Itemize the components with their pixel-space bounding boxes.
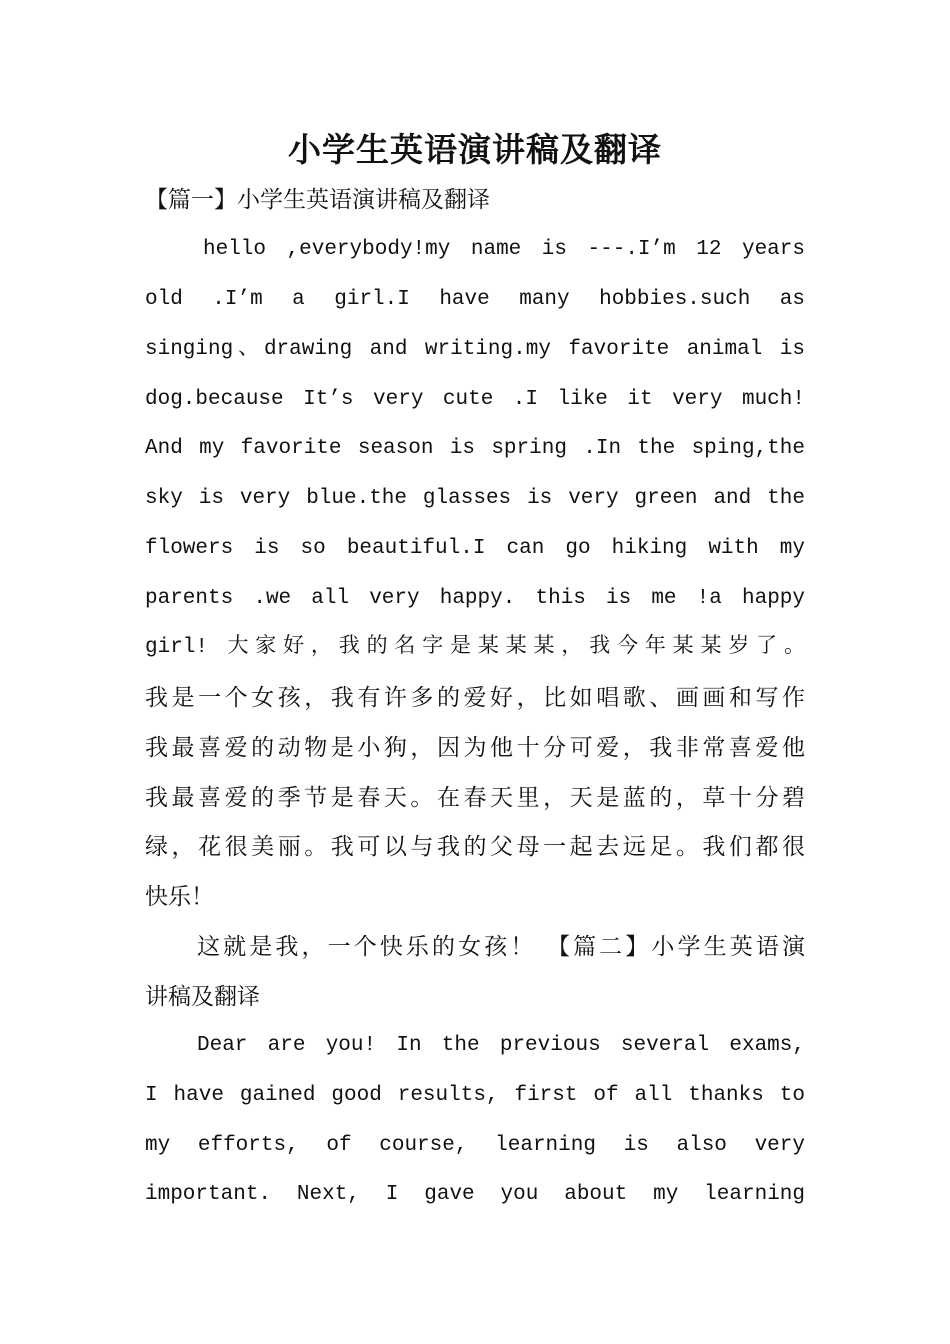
document-title: 小学生英语演讲稿及翻译: [288, 130, 662, 169]
text-line: 绿，花很美丽。我可以与我的父母一起去远足。我们都很: [145, 834, 805, 860]
text-line: sky is very blue.the glasses is very green and the: [145, 487, 805, 510]
text-line: 我最喜爱的季节是春天。在春天里，天是蓝的，草十分碧: [145, 785, 805, 811]
text-line: my efforts, of course, learning is also very: [145, 1134, 805, 1157]
text-line: parents .we all very happy. this is me !a happy: [145, 587, 805, 610]
text-line: old .I’m a girl.I have many hobbies.such as: [145, 288, 805, 311]
text-line: important. Next, I gave you about my learning: [145, 1183, 805, 1206]
text-line: Dear are you! In the previous several exams,: [197, 1034, 805, 1057]
text-line: I have gained good results, first of all thanks to: [145, 1084, 805, 1107]
text-line: dog.because It’s very cute .I like it very much!: [145, 388, 805, 411]
text-line: And my favorite season is spring .In the sping,the: [145, 437, 805, 460]
text-line: flowers is so beautiful.I can go hiking with my: [145, 537, 805, 560]
text-line: 我是一个女孩，我有许多的爱好，比如唱歌、画画和写作: [145, 685, 805, 711]
text-line: 这就是我，一个快乐的女孩！ 【篇二】小学生英语演: [197, 934, 805, 960]
text-line: 快乐！: [145, 884, 214, 910]
text-line: 讲稿及翻译: [145, 984, 260, 1010]
text-line: singing、drawing and writing.my favorite animal is: [145, 338, 805, 361]
text-line: 我最喜爱的动物是小狗，因为他十分可爱，我非常喜爱他: [145, 735, 805, 761]
text-line: girl! 大家好，我的名字是某某某，我今年某某岁了。: [145, 636, 805, 659]
section1-heading: 【篇一】小学生英语演讲稿及翻译: [145, 187, 490, 213]
text-line: hello ,everybody!my name is ---.I’m 12 years: [203, 238, 805, 261]
